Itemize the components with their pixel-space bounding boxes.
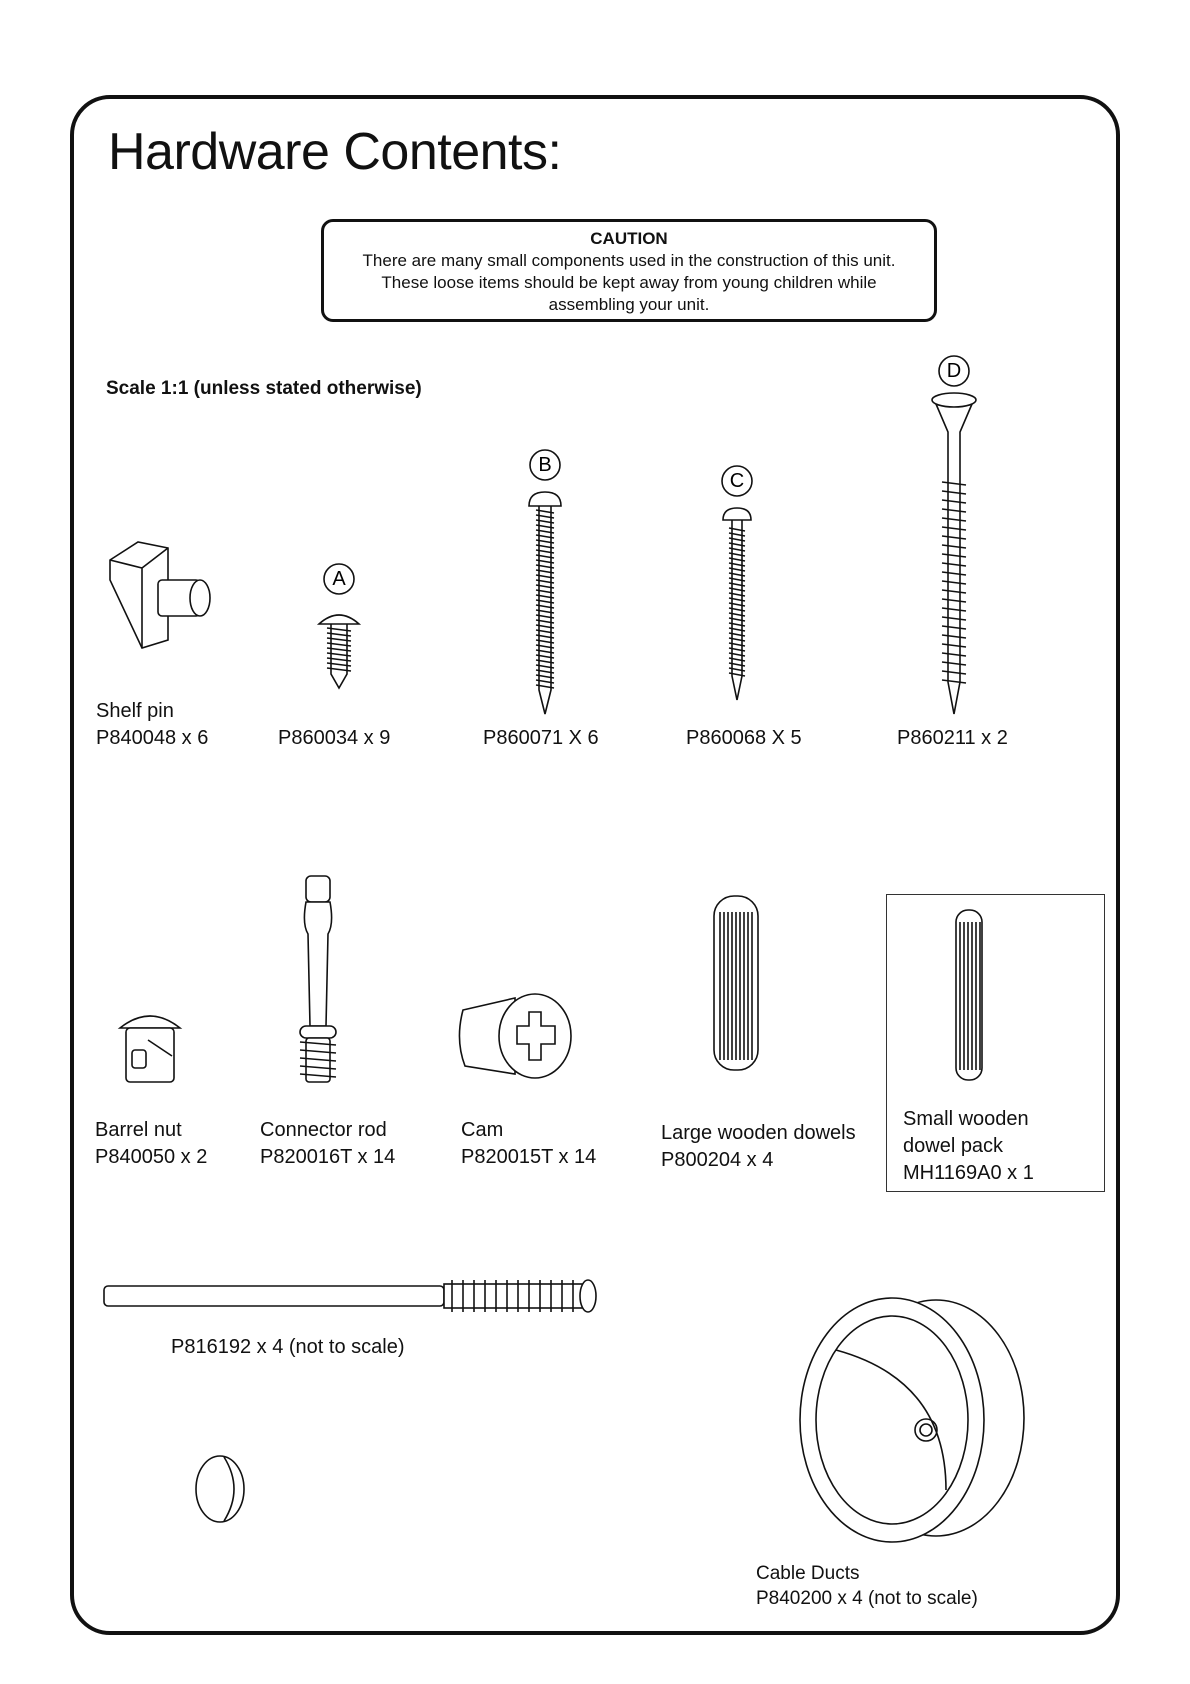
part-code: P820016T x 14 bbox=[260, 1146, 396, 1168]
screw-d-drawing bbox=[930, 392, 978, 716]
part-code: P860071 X 6 bbox=[483, 727, 599, 749]
thread-line bbox=[942, 527, 966, 530]
caution-box bbox=[321, 219, 937, 322]
thread-line bbox=[942, 545, 966, 548]
thread-line bbox=[942, 608, 966, 611]
thread-line bbox=[942, 563, 966, 566]
small-dowel-drawing bbox=[954, 908, 984, 1084]
thread-line bbox=[942, 581, 966, 584]
thread-line bbox=[942, 482, 966, 485]
part-name: Shelf pin bbox=[96, 700, 174, 722]
large-dowel-drawing bbox=[712, 894, 760, 1074]
page-title: Hardware Contents: bbox=[108, 123, 562, 181]
scale-note: Scale 1:1 (unless stated otherwise) bbox=[106, 378, 422, 399]
part-name: Connector rod bbox=[260, 1119, 387, 1141]
shelf-pin-drawing bbox=[108, 540, 218, 652]
part-code: P840048 x 6 bbox=[96, 727, 209, 749]
thread-line bbox=[942, 536, 966, 539]
thread-line bbox=[942, 653, 966, 656]
thread-line bbox=[942, 626, 966, 629]
small-dowel-label bbox=[903, 1106, 1034, 1187]
part-name: dowel pack bbox=[903, 1135, 1004, 1157]
thread-line bbox=[942, 635, 966, 638]
thread-line bbox=[942, 644, 966, 647]
part-name: Cam bbox=[461, 1119, 504, 1141]
part-code: MH1169A0 x 1 bbox=[903, 1162, 1034, 1184]
long-bolt-drawing bbox=[102, 1278, 598, 1314]
letter-b-badge bbox=[529, 449, 561, 481]
part-code: P860034 x 9 bbox=[278, 727, 391, 749]
thread-line bbox=[942, 599, 966, 602]
thread-line bbox=[942, 554, 966, 557]
part-code: P840050 x 2 bbox=[95, 1146, 208, 1168]
letter-a-badge bbox=[323, 563, 355, 595]
svg-text:C: C bbox=[729, 470, 745, 492]
thread-line bbox=[942, 617, 966, 620]
large-dowel-label bbox=[661, 1120, 856, 1174]
svg-text:A: A bbox=[332, 568, 346, 590]
part-name: Barrel nut bbox=[95, 1119, 182, 1141]
letter-d-badge bbox=[938, 355, 970, 387]
part-code: P860211 x 2 bbox=[897, 727, 1008, 749]
thread-line bbox=[942, 662, 966, 665]
part-code: P840200 x 4 (not to scale) bbox=[756, 1588, 978, 1609]
screw-c-drawing bbox=[721, 506, 753, 702]
caution-line: assembling your unit. bbox=[548, 295, 710, 314]
cam-drawing bbox=[455, 990, 575, 1080]
cam-label bbox=[461, 1117, 596, 1171]
part-name: Large wooden dowels bbox=[661, 1122, 856, 1144]
shelf-pin-label bbox=[96, 698, 208, 752]
thread-line bbox=[942, 518, 966, 521]
thread-line bbox=[942, 500, 966, 503]
thread-line bbox=[942, 491, 966, 494]
part-name: Cable Ducts bbox=[756, 1563, 860, 1584]
part-code: P820015T x 14 bbox=[461, 1146, 597, 1168]
caution-line: These loose items should be kept away from young children while bbox=[381, 273, 877, 292]
thread-line bbox=[942, 509, 966, 512]
cable-duct-drawing bbox=[796, 1290, 1028, 1546]
part-code: P860068 X 5 bbox=[686, 727, 802, 749]
caution-heading: CAUTION bbox=[590, 229, 668, 248]
cover-cap-drawing bbox=[194, 1454, 246, 1524]
barrel-nut-label bbox=[95, 1117, 207, 1171]
thread-line bbox=[942, 671, 966, 674]
thread-line bbox=[942, 590, 966, 593]
part-name: Small wooden bbox=[903, 1108, 1029, 1130]
long-bolt-label: P816192 x 4 (not to scale) bbox=[171, 1336, 405, 1358]
cable-ducts-label bbox=[756, 1561, 978, 1611]
part-code: P800204 x 4 bbox=[661, 1149, 774, 1171]
screw-a-drawing bbox=[317, 610, 361, 690]
caution-line: There are many small components used in the construction of this unit. bbox=[362, 251, 896, 270]
connector-rod-drawing bbox=[296, 874, 340, 1086]
svg-text:B: B bbox=[538, 454, 552, 476]
letter-c-badge bbox=[721, 465, 753, 497]
barrel-nut-drawing bbox=[118, 1010, 182, 1086]
thread-line bbox=[942, 572, 966, 575]
thread-line bbox=[942, 680, 966, 683]
connector-rod-label bbox=[260, 1117, 395, 1171]
svg-text:D: D bbox=[946, 360, 962, 382]
screw-b-drawing bbox=[527, 490, 563, 716]
